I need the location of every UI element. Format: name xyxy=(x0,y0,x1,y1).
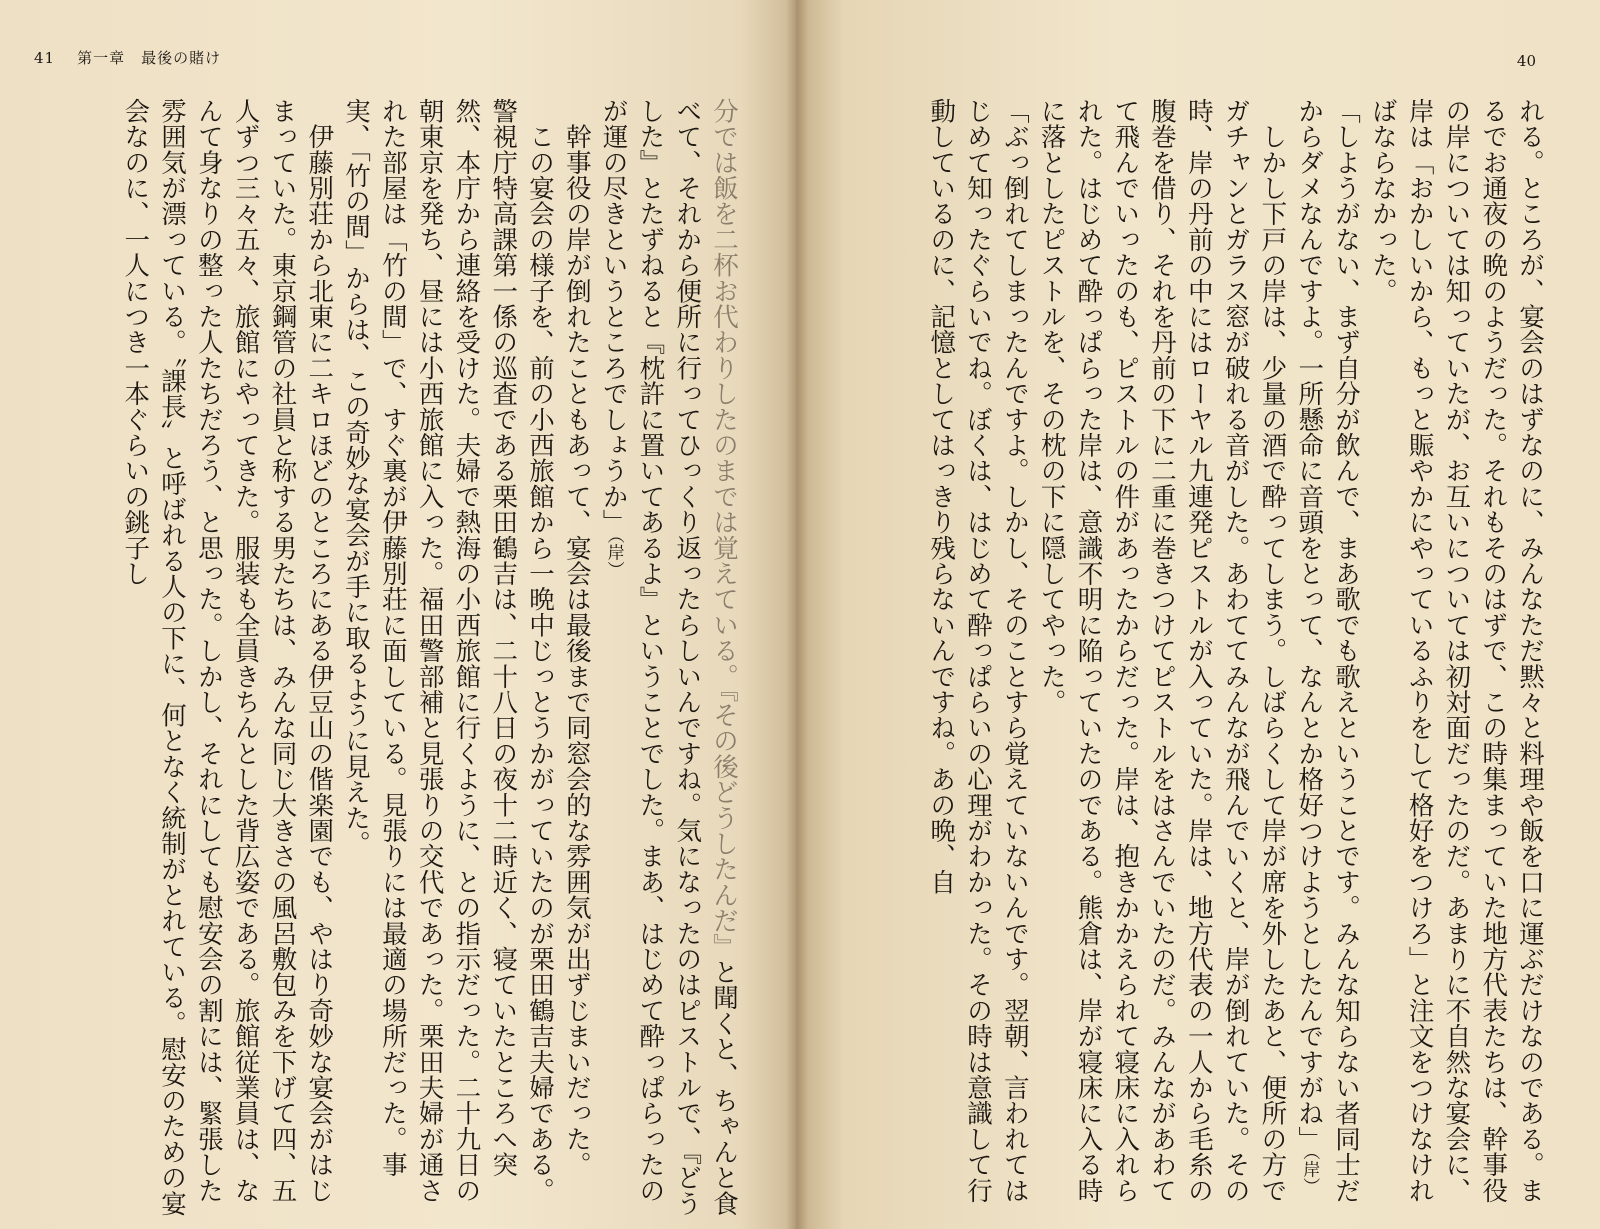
right-page xyxy=(796,0,1600,1229)
paragraph: 幹事役の岸が倒れたこともあって、宴会は最後まで同窓会的な雰囲気が出ずじまいだった。 xyxy=(561,98,592,1178)
paragraph xyxy=(595,98,742,1218)
paragraph: 伊藤別荘から北東に二キロほどのところにある伊豆山の偕楽園でも、やはり奇妙な宴会がはじまっていた。東京鋼管の社員と称する男たちは、みんな同じ大きさの風呂敷包みを下げて四、五人ずつ三々五々、旅館にやってきた。服装も全員きちんとした背広姿である。旅館従業員は、なんて身なりの整った人たちだろう、と思った。しかし、それにしても慰安会の割には、緊張した雰囲気が漂っている。〝課長〟と呼ばれる人の下に、何となく統制がとれている。慰安のための宴会なのに、一人につき一本ぐらいの銚子し xyxy=(120,98,335,1217)
speaker-note: （岸） xyxy=(603,534,624,579)
paragraph-text: 「しようがない、まず自分が飲んで、まあ歌でも歌えということです。みんな知らない者同士だからダメなんですよ。一所懸命に音頭をとって、なんとか格好つけようとしたんですがね」 xyxy=(1294,98,1362,1204)
right-body-text xyxy=(926,98,1548,1218)
paragraph-text: と聞くと、ちゃんと食べて、それから便所に行ってひっくり返ったらしいんですね。気になったのはピストルで、『どうした』とたずねると『枕許に置いてあるよ』ということでした。まあ、はじめて酔っぱらったのが運の尽きというところでしょうか」 xyxy=(598,98,739,1217)
paragraph: れる。ところが、宴会のはずなのに、みんなただ黙々と料理や飯を口に運ぶだけなのである。まるでお通夜の晩のようだった。それもそのはずで、この時集まっていた地方代表たちは、幹事役の岸については知っていたが、お互いについては初対面だったのだ。あまりに不自然な宴会に、岸は「おかしいから、もっと賑やかにやっているふりをして格好をつけろ」と注文をつけなければならなかった。 xyxy=(1367,98,1545,1204)
right-page-number: 40 xyxy=(1516,52,1536,70)
paragraph: この宴会の様子を、前の小西旅館から一晩中じっとうかがっていたのが栗田鶴吉夫婦である。警視庁特高課第一係の巡査である栗田鶴吉は、二十八日の夜十二時近く、寝ていたところへ突然、本庁から連絡を受けた。夫婦で熱海の小西旅館に行くように、との指示だった。二十九日の朝東京を発ち、昼には小西旅館に入った。福田警部補と見張りの交代であった。栗田夫婦が通された部屋は「竹の間」で、すぐ裏が伊藤別荘に面している。見張りには最適の場所だった。事実、「竹の間」からは、この奇妙な宴会が手に取るように見えた。 xyxy=(341,98,556,1204)
book-gutter xyxy=(786,0,808,1229)
left-body-text xyxy=(120,98,742,1218)
chapter-title: 第一章 最後の賭け xyxy=(77,49,222,67)
running-header xyxy=(34,47,221,68)
speaker-note: （岸） xyxy=(1299,1151,1320,1195)
left-page xyxy=(0,0,796,1229)
faded-text: 分では飯を二杯お代わりしたのまでは覚えている。『その後どうしたんだ』 xyxy=(709,98,739,960)
paragraph: 「ぶっ倒れてしまったんですよ。しかし、そのことすら覚えていないんです。翌朝、言われてはじめて知ったぐらいでね。ぼくは、はじめて酔っぱらいの心理がわかった。その時は意識して行動しているのに、記憶としてはっきり残らないんですね。あの晩、自 xyxy=(926,98,1030,1204)
paragraph: しかし下戸の岸は、少量の酒で酔ってしまう。しばらくして岸が席を外したあと、便所の方でガチャンとガラス窓が破れる音がした。あわててみんなが飛んでいくと、岸が倒れていた。その時、岸の丹前の中にはローヤル九連発ピストルが入っていた。岸は、地方代表の一人から毛糸の腹巻を借り、それを丹前の下に二重に巻きつけてピストルをはさんでいたのだ。みんながあわてて飛んでいったのも、ピストルの件があったからだった。岸は、抱きかかえられて寝床に入れられた。はじめて酔っぱらった岸は、意識不明に陥っていたのである。熊倉は、岸が寝床に入る時に落としたピストルを、その枕の下に隠してやった。 xyxy=(1036,98,1288,1204)
left-page-number: 41 xyxy=(34,49,56,67)
paragraph xyxy=(1290,98,1364,1218)
